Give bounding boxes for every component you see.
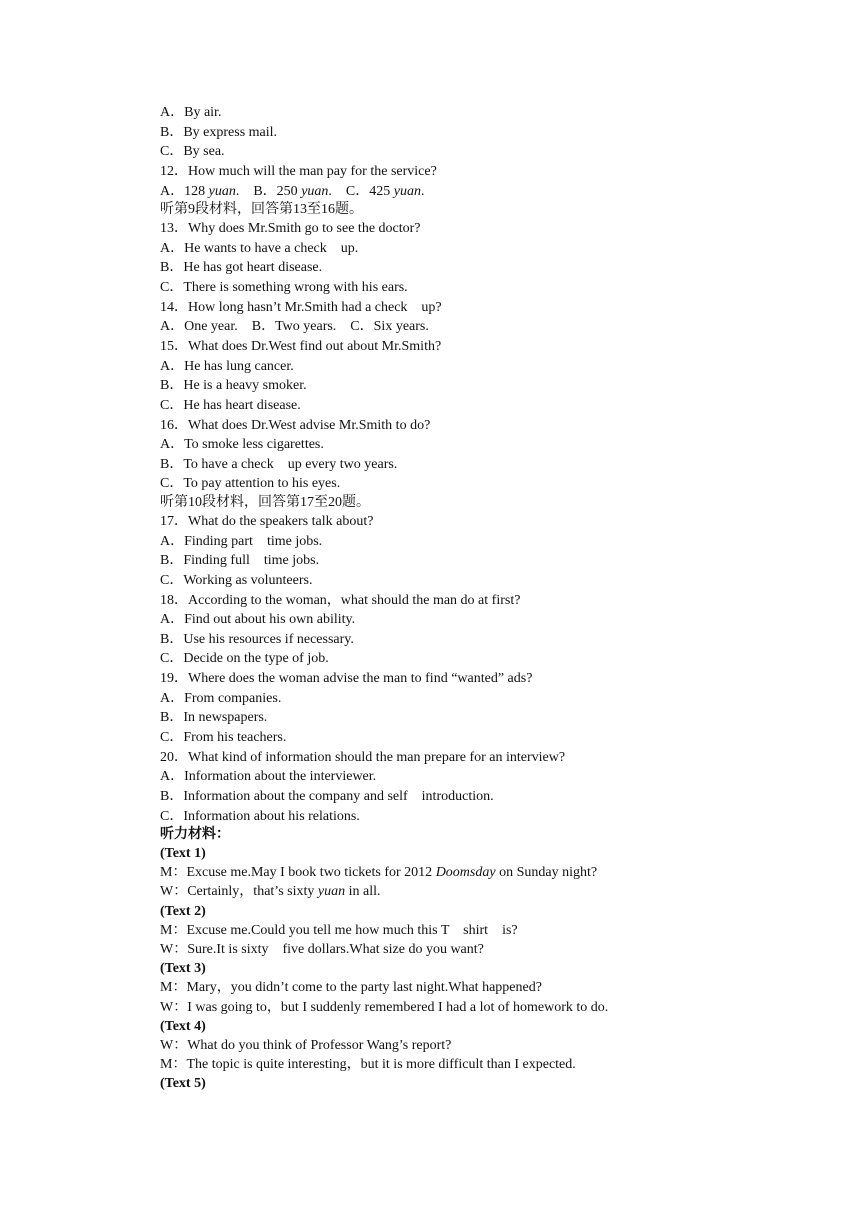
q17-question: 17．What do the speakers talk about? bbox=[160, 513, 374, 529]
q18-option-a: A．Find out about his own ability. bbox=[160, 612, 356, 628]
q19-option-c: C．From his teachers. bbox=[160, 730, 287, 745]
q19-question: 19．Where does the woman advise the man to find “wanted” ads? bbox=[160, 671, 533, 687]
text-4-woman-line: W：What do you think of Professor Wang’s report? bbox=[160, 1037, 452, 1053]
q12-options: A．128 yuan. B．250 yuan. C．425 yuan. bbox=[160, 183, 425, 199]
listening-materials-heading: 听力材料： bbox=[160, 827, 230, 843]
text-1-woman-line: W：Certainly，that’s sixty yuan in all. bbox=[160, 884, 381, 900]
q16-option-b: B．To have a check up every two years. bbox=[160, 456, 398, 472]
text-2-heading: (Text 2) bbox=[160, 903, 206, 919]
q16-question: 16．What does Dr.West advise Mr.Smith to do? bbox=[160, 417, 431, 433]
text-1-heading: (Text 1) bbox=[160, 846, 206, 862]
text-5-heading: (Text 5) bbox=[160, 1076, 206, 1092]
q18-option-b: B．Use his resources if necessary. bbox=[160, 631, 354, 647]
q17-option-c: C．Working as volunteers. bbox=[160, 572, 313, 588]
q17-option-a: A．Finding part time jobs. bbox=[160, 533, 323, 549]
q15-question: 15．What does Dr.West find out about Mr.Smith? bbox=[160, 338, 442, 354]
q17-option-b: B．Finding full time jobs. bbox=[160, 553, 320, 569]
text-4-man-line: M：The topic is quite interesting，but it is more difficult than I expected. bbox=[160, 1057, 576, 1073]
q19-option-b: B．In newspapers. bbox=[160, 710, 268, 726]
q20-option-c: C．Information about his relations. bbox=[160, 808, 360, 824]
q15-option-b: B．He is a heavy smoker. bbox=[160, 378, 307, 394]
q20-option-b: B．Information about the company and self introduction. bbox=[160, 788, 494, 804]
section-10-instruction: 听第10段材料，回答第17至20题。 bbox=[160, 495, 370, 511]
q18-option-c: C．Decide on the type of job. bbox=[160, 651, 329, 667]
q16-option-a: A．To smoke less cigarettes. bbox=[160, 437, 324, 453]
text-3-man-line: M：Mary，you didn’t come to the party last night.What happened? bbox=[160, 980, 542, 996]
q13-option-a: A．He wants to have a check up. bbox=[160, 240, 359, 256]
q20-question: 20．What kind of information should the man prepare for an interview? bbox=[160, 749, 566, 765]
q11-option-c: C．By sea. bbox=[160, 144, 225, 160]
q15-option-c: C．He has heart disease. bbox=[160, 397, 301, 413]
text-4-heading: (Text 4) bbox=[160, 1018, 206, 1034]
q13-question: 13．Why does Mr.Smith go to see the doctor? bbox=[160, 221, 421, 237]
text-3-woman-line: W：I was going to，but I suddenly remembered I had a lot of homework to do. bbox=[160, 999, 609, 1015]
q11-option-a: A．By air. bbox=[160, 105, 222, 120]
q12-question: 12．How much will the man pay for the service? bbox=[160, 163, 437, 179]
q15-option-a: A．He has lung cancer. bbox=[160, 358, 294, 374]
text-2-man-line: M：Excuse me.Could you tell me how much this T shirt is? bbox=[160, 922, 518, 938]
q13-option-c: C．There is something wrong with his ears. bbox=[160, 280, 408, 296]
q16-option-c: C．To pay attention to his eyes. bbox=[160, 476, 341, 492]
q20-option-a: A．Information about the interviewer. bbox=[160, 769, 377, 785]
section-9-instruction: 听第9段材料，回答第13至16题。 bbox=[160, 202, 363, 218]
q14-options: A．One year. B．Two years. C．Six years. bbox=[160, 319, 429, 335]
q11-option-b: B．By express mail. bbox=[160, 124, 278, 140]
q19-option-a: A．From companies. bbox=[160, 690, 282, 706]
q13-option-b: B．He has got heart disease. bbox=[160, 260, 323, 276]
q18-question: 18．According to the woman，what should the man do at first? bbox=[160, 592, 521, 608]
q14-question: 14．How long hasn’t Mr.Smith had a check up? bbox=[160, 299, 442, 315]
text-1-man-line: M：Excuse me.May I book two tickets for 2012 Doomsday on Sunday night? bbox=[160, 865, 598, 881]
document-page bbox=[160, 103, 720, 1094]
text-3-heading: (Text 3) bbox=[160, 961, 206, 977]
text-2-woman-line: W：Sure.It is sixty five dollars.What size do you want? bbox=[160, 942, 484, 958]
